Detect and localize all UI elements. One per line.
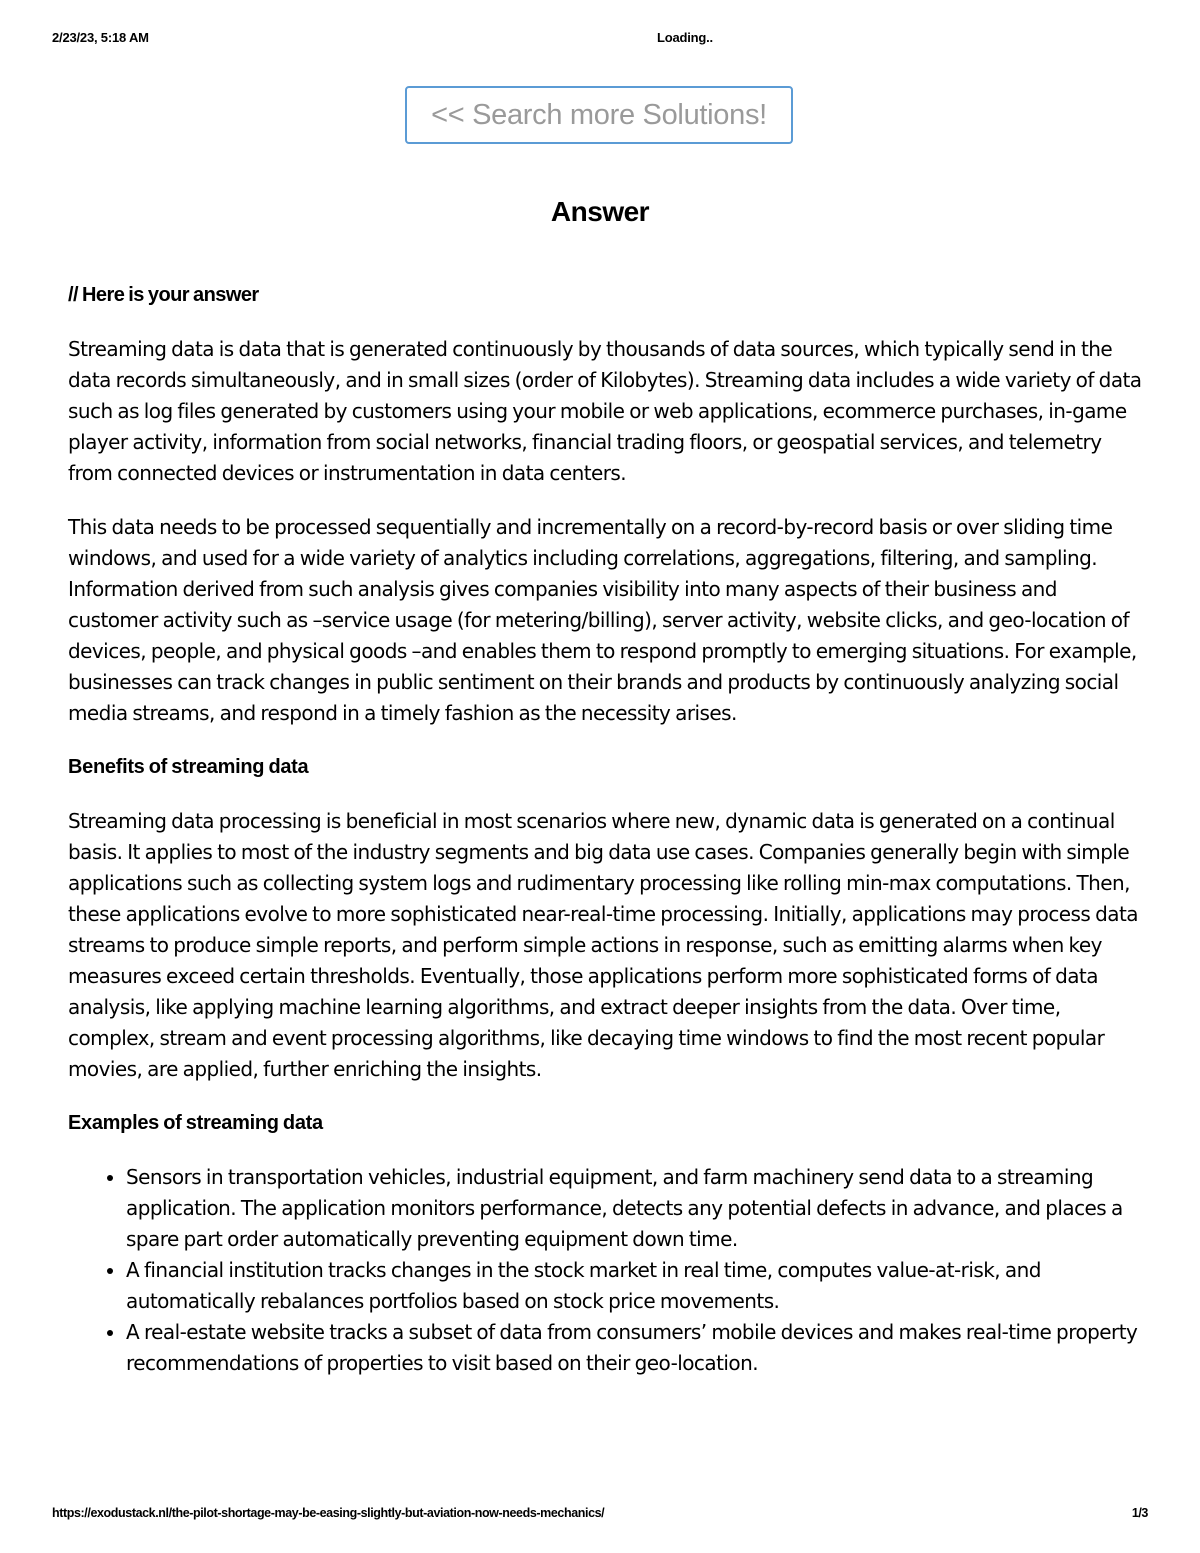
examples-list <box>68 1162 1148 1379</box>
list-item: • A financial institution tracks changes in the stock market in real time, computes value-at-risk, and automatically rebalances portfolios based on stock price movements. <box>126 1255 1148 1317</box>
answer-heading: Answer <box>550 196 650 227</box>
benefits-heading: Benefits of streaming data <box>68 756 309 778</box>
answer-intro-label: // Here is your answer <box>68 284 259 306</box>
print-page-title: Loading.. <box>657 30 713 45</box>
print-url: https://exodustack.nl/the-pilot-shortage-may-be-easing-slightly-but-aviation-now-needs-mechanics/ <box>52 1506 605 1520</box>
print-header <box>52 30 1148 50</box>
paragraph-processing: This data needs to be processed sequentially and incrementally on a record-by-record basis or over sliding time windows, and used for a wide variety of analytics including correlations, aggregations, filtering, and sampling. Information derived from such analysis gives companies visibility into many aspects of their business and customer activity such as –service usage (for metering/billing), server activity, website clicks, and geo-location of devices, people, and physical goods –and enables them to respond promptly to emerging situations. For example, businesses can track changes in public sentiment on their brands and products by continuously analyzing social media streams, and respond in a timely fashion as the necessity arises. <box>68 515 1137 725</box>
answer-content <box>68 280 1148 1379</box>
search-more-solutions-button[interactable]: << Search more Solutions! <box>405 86 793 144</box>
list-item: • Sensors in transportation vehicles, industrial equipment, and farm machinery send data to a streaming application. The application monitors performance, detects any potential defects in advance, and places a spare part order automatically preventing equipment down time. <box>126 1162 1148 1255</box>
paragraph-benefits: Streaming data processing is beneficial in most scenarios where new, dynamic data is generated on a continual basis. It applies to most of the industry segments and big data use cases. Companies generally begin with simple applications such as collecting system logs and rudimentary processing like rolling min-max computations. Then, these applications evolve to more sophisticated near-real-time processing. Initially, applications may process data streams to produce simple reports, and perform simple actions in response, such as emitting alarms when key measures exceed certain thresholds. Eventually, those applications perform more sophisticated forms of data analysis, like applying machine learning algorithms, and extract deeper insights from the data. Over time, complex, stream and event processing algorithms, like decaying time windows to find the most recent popular movies, are applied, further enriching the insights. <box>68 809 1138 1081</box>
list-item: • A real-estate website tracks a subset of data from consumers’ mobile devices and makes real-time property recommendations of properties to visit based on their geo-location. <box>126 1317 1148 1379</box>
examples-heading: Examples of streaming data <box>68 1112 323 1134</box>
print-footer <box>52 1506 1148 1526</box>
page-number: 1/3 <box>1131 1506 1148 1520</box>
paragraph-streaming-definition: Streaming data is data that is generated continuously by thousands of data sources, which typically send in the data records simultaneously, and in small sizes (order of Kilobytes). Streaming data includes a wide variety of data such as log files generated by customers using your mobile or web applications, ecommerce purchases, in-game player activity, information from social networks, financial trading floors, or geospatial services, and telemetry from connected devices or instrumentation in data centers. <box>68 337 1142 485</box>
print-date: 2/23/23, 5:18 AM <box>52 30 149 45</box>
